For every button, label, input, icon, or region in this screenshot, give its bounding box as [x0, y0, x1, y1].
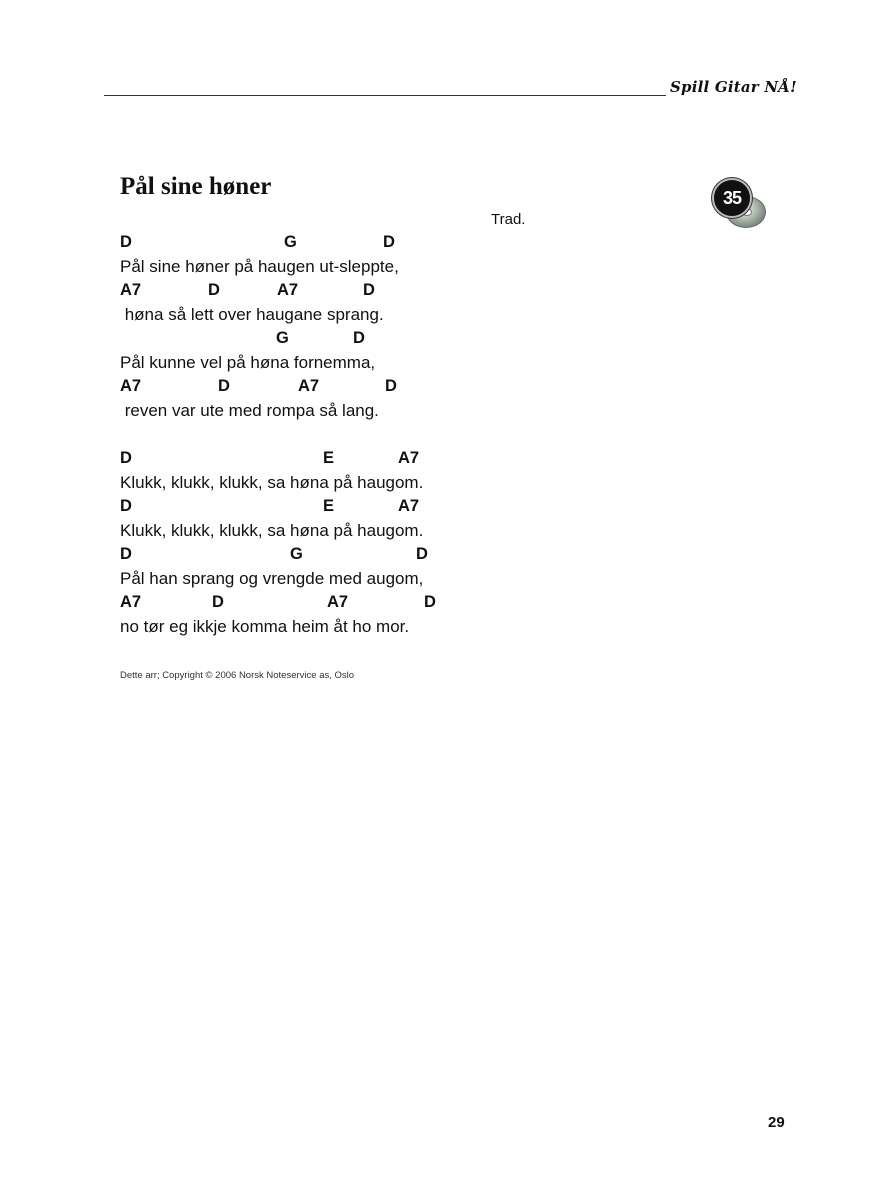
book-title: Spill Gitar NÅ!	[670, 78, 797, 96]
lyric-line: reven var ute med rompa så lang.	[120, 401, 379, 420]
lyric-line: no tør eg ikkje komma heim åt ho mor.	[120, 617, 410, 636]
chord: D	[353, 329, 365, 347]
chord: D	[385, 377, 397, 395]
chord: G	[276, 329, 289, 347]
chord: A7	[398, 497, 420, 515]
chord: D	[120, 497, 132, 515]
lyric-line: Pål han sprang og vrengde med augom,	[120, 569, 424, 588]
chord: A7	[277, 281, 299, 299]
chord: D	[120, 545, 132, 563]
lyric-line: høna så lett over haugane sprang.	[120, 305, 384, 324]
lyric-line: Klukk, klukk, klukk, sa høna på haugom.	[120, 473, 424, 492]
chord: E	[323, 449, 335, 467]
chord: G	[284, 233, 297, 251]
page-number: 29	[768, 1114, 785, 1131]
lyric-line: Klukk, klukk, klukk, sa høna på haugom.	[120, 521, 424, 540]
song-title: Pål sine høner	[120, 173, 272, 200]
lyric-row	[0, 521, 871, 543]
chord: D	[120, 449, 132, 467]
chord: A7	[398, 449, 420, 467]
chord: A7	[298, 377, 320, 395]
chord-row	[0, 281, 871, 303]
lyric-row	[0, 353, 871, 375]
chord: E	[323, 497, 335, 515]
chord: A7	[120, 281, 142, 299]
chord: A7	[120, 377, 142, 395]
chord: D	[363, 281, 375, 299]
lyric-line: Pål kunne vel på høna fornemma,	[120, 353, 376, 372]
chord: D	[212, 593, 224, 611]
chord-row	[0, 593, 871, 615]
cd-track-number: 35	[712, 178, 752, 218]
copyright-notice: Dette arr; Copyright © 2006 Norsk Noteservice as, Oslo	[120, 670, 355, 681]
chord: D	[120, 233, 132, 251]
chord-row	[0, 329, 871, 351]
chord-row	[0, 233, 871, 255]
composer-credit: Trad.	[491, 211, 526, 228]
chord: D	[218, 377, 230, 395]
lyric-row	[0, 305, 871, 327]
lyric-row	[0, 401, 871, 423]
chord-row	[0, 497, 871, 519]
cd-track-badge	[712, 178, 768, 230]
lyric-line: Pål sine høner på haugen ut-sleppte,	[120, 257, 399, 276]
chord: A7	[327, 593, 349, 611]
chord: D	[383, 233, 395, 251]
chord-row	[0, 449, 871, 471]
chord-row	[0, 377, 871, 399]
lyric-row	[0, 257, 871, 279]
chord: D	[424, 593, 436, 611]
lyric-row	[0, 569, 871, 591]
lyric-row	[0, 617, 871, 639]
chord: G	[290, 545, 303, 563]
chord: D	[208, 281, 220, 299]
lyric-row	[0, 473, 871, 495]
chord: A7	[120, 593, 142, 611]
chord: D	[416, 545, 428, 563]
chord-row	[0, 545, 871, 567]
header-rule	[104, 95, 666, 96]
